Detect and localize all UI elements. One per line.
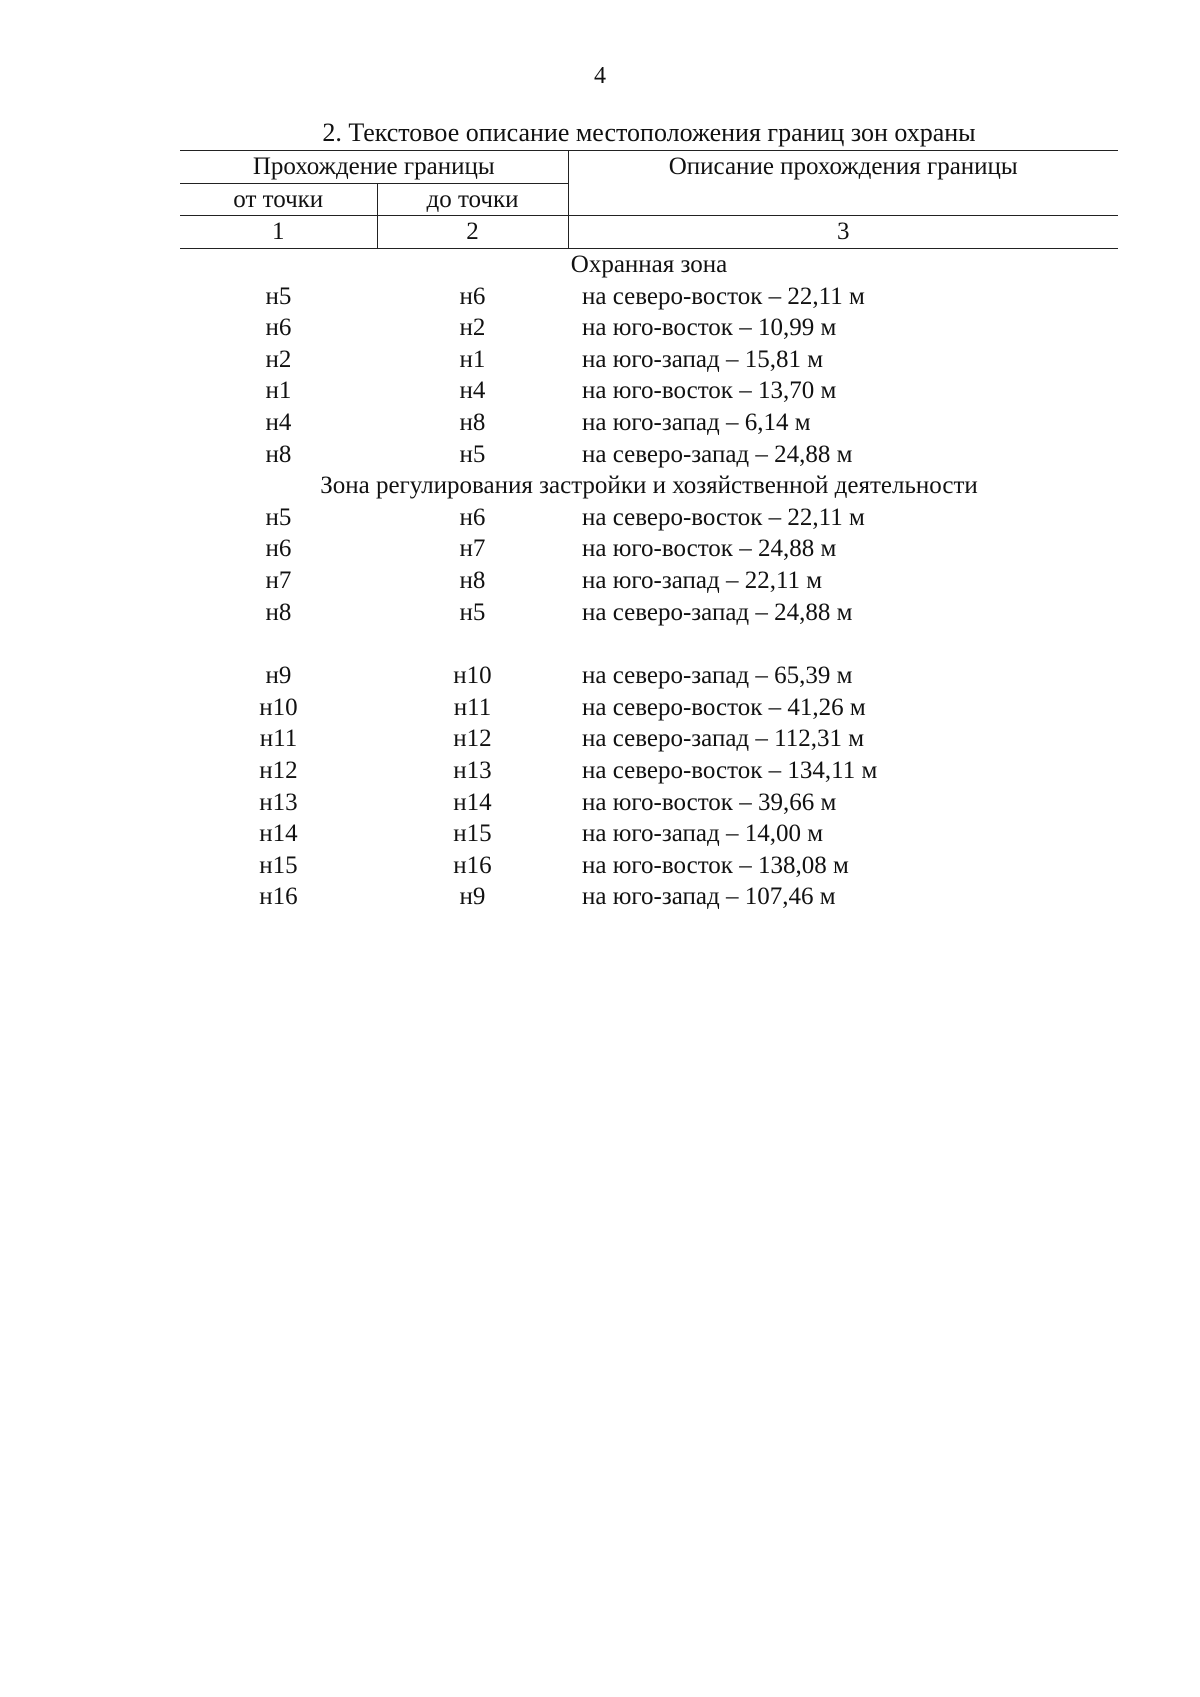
description-cell: на юго-запад – 14,00 м — [582, 820, 824, 848]
from-point-cell: н6 — [265, 535, 292, 563]
table-row — [180, 787, 1118, 819]
from-point-cell: н1 — [265, 377, 292, 405]
table-row — [180, 312, 1118, 344]
from-point-cell: н16 — [259, 883, 298, 911]
header-col-number-3: 3 — [568, 216, 1118, 249]
table-row — [180, 565, 1118, 597]
to-point-cell: н6 — [459, 503, 486, 531]
header-to-point: до точки — [377, 184, 568, 216]
table-row — [180, 597, 1118, 629]
table-row — [180, 502, 1118, 534]
to-point-cell: н10 — [453, 662, 492, 690]
from-point-cell: н15 — [259, 851, 298, 879]
to-point-cell: н6 — [459, 282, 486, 310]
separator-cell — [180, 628, 1118, 660]
table-row — [180, 755, 1118, 787]
table-row — [180, 692, 1118, 724]
from-point-cell: н10 — [259, 693, 298, 721]
to-point-cell: н2 — [459, 314, 486, 342]
boundary-table — [180, 150, 1118, 913]
page-number: 4 — [594, 63, 606, 89]
table-header — [180, 151, 1118, 249]
from-point-cell: н5 — [265, 282, 292, 310]
description-cell: на юго-запад – 6,14 м — [582, 408, 811, 436]
to-point-cell: н8 — [459, 408, 486, 436]
description-cell: на юго-запад – 15,81 м — [582, 345, 824, 373]
from-point-cell: н9 — [265, 662, 292, 690]
description-cell: на северо-восток – 41,26 м — [582, 693, 866, 721]
from-point-cell: н8 — [265, 440, 292, 468]
header-col-number-1: 1 — [180, 216, 377, 249]
to-point-cell: н5 — [459, 440, 486, 468]
from-point-cell: н11 — [259, 725, 298, 753]
to-point-cell: н9 — [459, 883, 486, 911]
table-row — [180, 818, 1118, 850]
table-body — [180, 249, 1118, 913]
table-row — [180, 850, 1118, 882]
description-cell: на северо-восток – 22,11 м — [582, 282, 865, 310]
zone-heading: Зона регулирования застройки и хозяйственной деятельности — [320, 472, 978, 500]
description-cell: на юго-восток – 10,99 м — [582, 314, 837, 342]
from-point-cell: н14 — [259, 820, 298, 848]
header-col-number-2: 2 — [377, 216, 568, 249]
description-cell: на северо-запад – 24,88 м — [582, 440, 853, 468]
section-title: 2. Текстовое описание местоположения границ зон охраны — [322, 118, 976, 147]
zone-heading-row — [180, 470, 1118, 502]
zone-heading-row — [180, 249, 1118, 281]
to-point-cell: н8 — [459, 566, 486, 594]
description-cell: на юго-восток – 24,88 м — [582, 535, 837, 563]
table-row — [180, 407, 1118, 439]
table-row — [180, 660, 1118, 692]
from-point-cell: н13 — [259, 788, 298, 816]
to-point-cell: н15 — [453, 820, 492, 848]
to-point-cell: н14 — [453, 788, 492, 816]
from-point-cell: н6 — [265, 314, 292, 342]
to-point-cell: н5 — [459, 598, 486, 626]
to-point-cell: н16 — [453, 851, 492, 879]
table-row — [180, 439, 1118, 471]
description-cell: на северо-восток – 22,11 м — [582, 503, 865, 531]
description-cell: на юго-восток – 13,70 м — [582, 377, 837, 405]
table-row — [180, 881, 1118, 913]
description-cell: на северо-запад – 24,88 м — [582, 598, 853, 626]
table-row — [180, 533, 1118, 565]
header-description: Описание прохождения границы — [568, 151, 1118, 216]
header-passage: Прохождение границы — [180, 151, 568, 184]
contour-separator — [180, 628, 1118, 660]
description-cell: на северо-восток – 134,11 м — [582, 756, 878, 784]
zone-heading: Охранная зона — [570, 251, 728, 278]
from-point-cell: н7 — [265, 566, 292, 594]
description-cell: на юго-запад – 107,46 м — [582, 883, 836, 911]
from-point-cell: н2 — [265, 345, 292, 373]
to-point-cell: н1 — [459, 345, 486, 373]
to-point-cell: н4 — [459, 377, 486, 405]
from-point-cell: н4 — [265, 408, 292, 436]
table-row — [180, 281, 1118, 313]
table-row — [180, 344, 1118, 376]
from-point-cell: н12 — [259, 756, 298, 784]
to-point-cell: н13 — [453, 756, 492, 784]
description-cell: на юго-восток – 39,66 м — [582, 788, 837, 816]
description-cell: на юго-восток – 138,08 м — [582, 851, 849, 879]
to-point-cell: н12 — [453, 725, 492, 753]
description-cell: на юго-запад – 22,11 м — [582, 566, 823, 594]
to-point-cell: н11 — [453, 693, 492, 721]
table-row — [180, 723, 1118, 755]
table-row — [180, 375, 1118, 407]
description-cell: на северо-запад – 112,31 м — [582, 725, 865, 753]
from-point-cell: н5 — [265, 503, 292, 531]
from-point-cell: н8 — [265, 598, 292, 626]
to-point-cell: н7 — [459, 535, 486, 563]
header-from-point: от точки — [180, 184, 377, 216]
description-cell: на северо-запад – 65,39 м — [582, 662, 853, 690]
